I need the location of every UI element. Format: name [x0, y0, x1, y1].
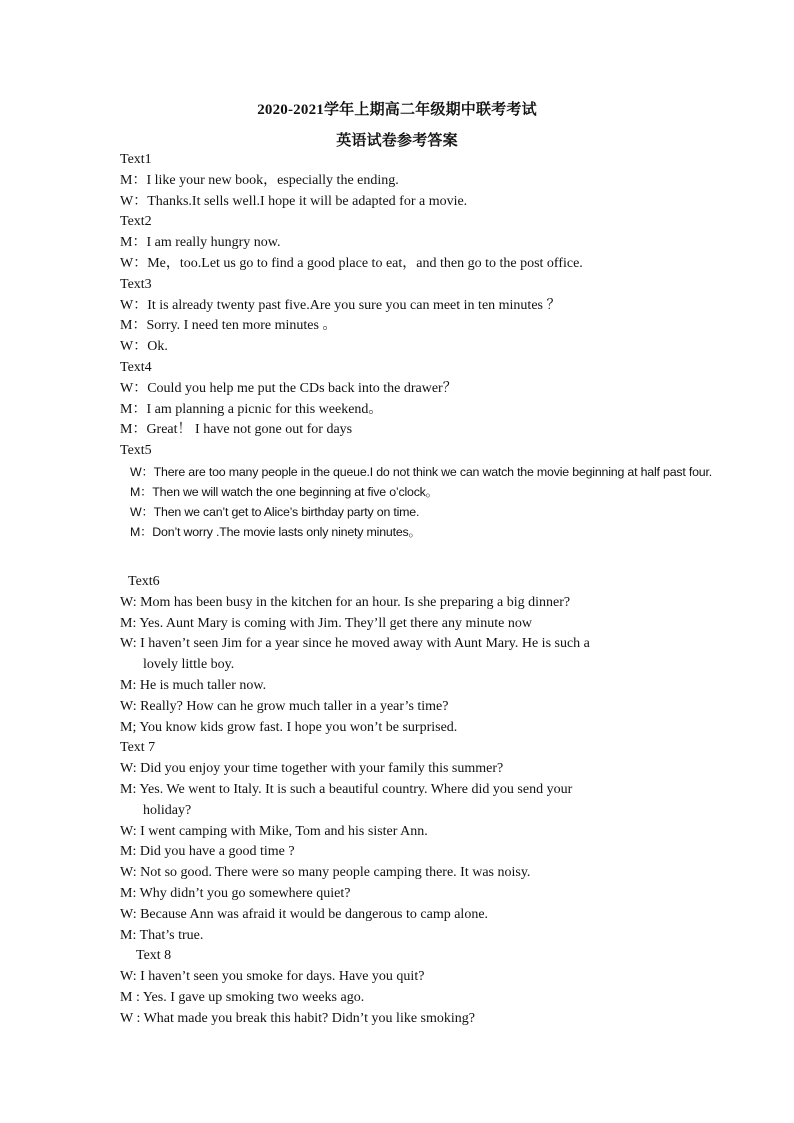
dialogue-line: M: Yes. We went to Italy. It is such a beautiful country. Where did you send your	[120, 781, 573, 797]
dialogue-line: M : Yes. I gave up smoking two weeks ago.	[120, 989, 365, 1005]
dialogue-line: W: Did you enjoy your time together with your family this summer?	[120, 761, 504, 777]
dialogue-line: W：Thanks.It sells well.I hope it will be adapted for a movie.	[120, 193, 468, 209]
text3-heading: Text3	[120, 276, 152, 292]
dialogue-line: W：Me，too.Let us go to find a good place to eat，and then go to the post office.	[120, 255, 583, 271]
document-subtitle: 英语试卷参考答案	[336, 133, 458, 149]
dialogue-line: M: That’s true.	[120, 927, 204, 943]
dialogue-line: W：Could you help me put the CDs back into the drawer？	[120, 380, 457, 396]
dialogue-line: W：It is already twenty past five.Are you sure you can meet in ten minutes ？	[120, 297, 561, 313]
dialogue-line: W: I went camping with Mike, Tom and his sister Ann.	[120, 823, 428, 839]
dialogue-line: M: Why didn’t you go somewhere quiet?	[120, 885, 351, 901]
dialogue-line: M: He is much taller now.	[120, 677, 267, 693]
transcript-body	[120, 150, 760, 1029]
dialogue-line: M：I am planning a picnic for this weekend。	[120, 401, 383, 417]
text6-heading: Text6	[128, 573, 160, 589]
text4-heading: Text4	[120, 359, 152, 375]
dialogue-line: W: I haven’t seen you smoke for days. Have you quit?	[120, 969, 425, 985]
text8-heading: Text 8	[136, 948, 172, 964]
dialogue-line: W：There are too many people in the queue.I do not think we can watch the movie beginning at half past four.	[130, 464, 712, 479]
text2-heading: Text2	[120, 214, 152, 230]
dialogue-line-continued: lovely little boy.	[143, 657, 235, 673]
dialogue-line: W：Ok.	[120, 339, 168, 355]
dialogue-line: M：Don’t worry .The movie lasts only ninety minutes。	[130, 524, 421, 539]
dialogue-line: M：Great！ I have not gone out for days	[120, 422, 353, 438]
dialogue-line: M：Sorry. I need ten more minutes 。	[120, 318, 337, 334]
dialogue-line: M: Yes. Aunt Mary is coming with Jim. They’ll get there any minute now	[120, 615, 532, 631]
dialogue-line: M：I like your new book，especially the ending.	[120, 172, 399, 188]
dialogue-line: W: Not so good. There were so many people camping there. It was noisy.	[120, 865, 531, 881]
section-gap	[120, 542, 760, 572]
dialogue-line: M: Did you have a good time ?	[120, 844, 295, 860]
dialogue-line: W：Then we can’t get to Alice’s birthday party on time.	[130, 504, 420, 519]
text7-heading: Text 7	[120, 740, 156, 756]
dialogue-line-continued: holiday?	[143, 802, 192, 818]
dialogue-line: W: Mom has been busy in the kitchen for an hour. Is she preparing a big dinner?	[120, 594, 571, 610]
document-title: 2020-2021学年上期高二年级期中联考考试	[257, 102, 537, 118]
dialogue-line: W : What made you break this habit? Didn’t you like smoking?	[120, 1010, 475, 1026]
dialogue-line: W: Because Ann was afraid it would be dangerous to camp alone.	[120, 906, 489, 922]
dialogue-line: M：Then we will watch the one beginning at five o’clock。	[130, 484, 438, 499]
text1-heading: Text1	[120, 152, 152, 167]
dialogue-line: M：I am really hungry now.	[120, 235, 281, 251]
text5-heading: Text5	[120, 443, 152, 459]
dialogue-line: W: Really? How can he grow much taller in a year’s time?	[120, 698, 449, 714]
dialogue-line: W: I haven’t seen Jim for a year since he moved away with Aunt Mary. He is such a	[120, 636, 590, 652]
dialogue-line: M; You know kids grow fast. I hope you won’t be surprised.	[120, 719, 458, 735]
